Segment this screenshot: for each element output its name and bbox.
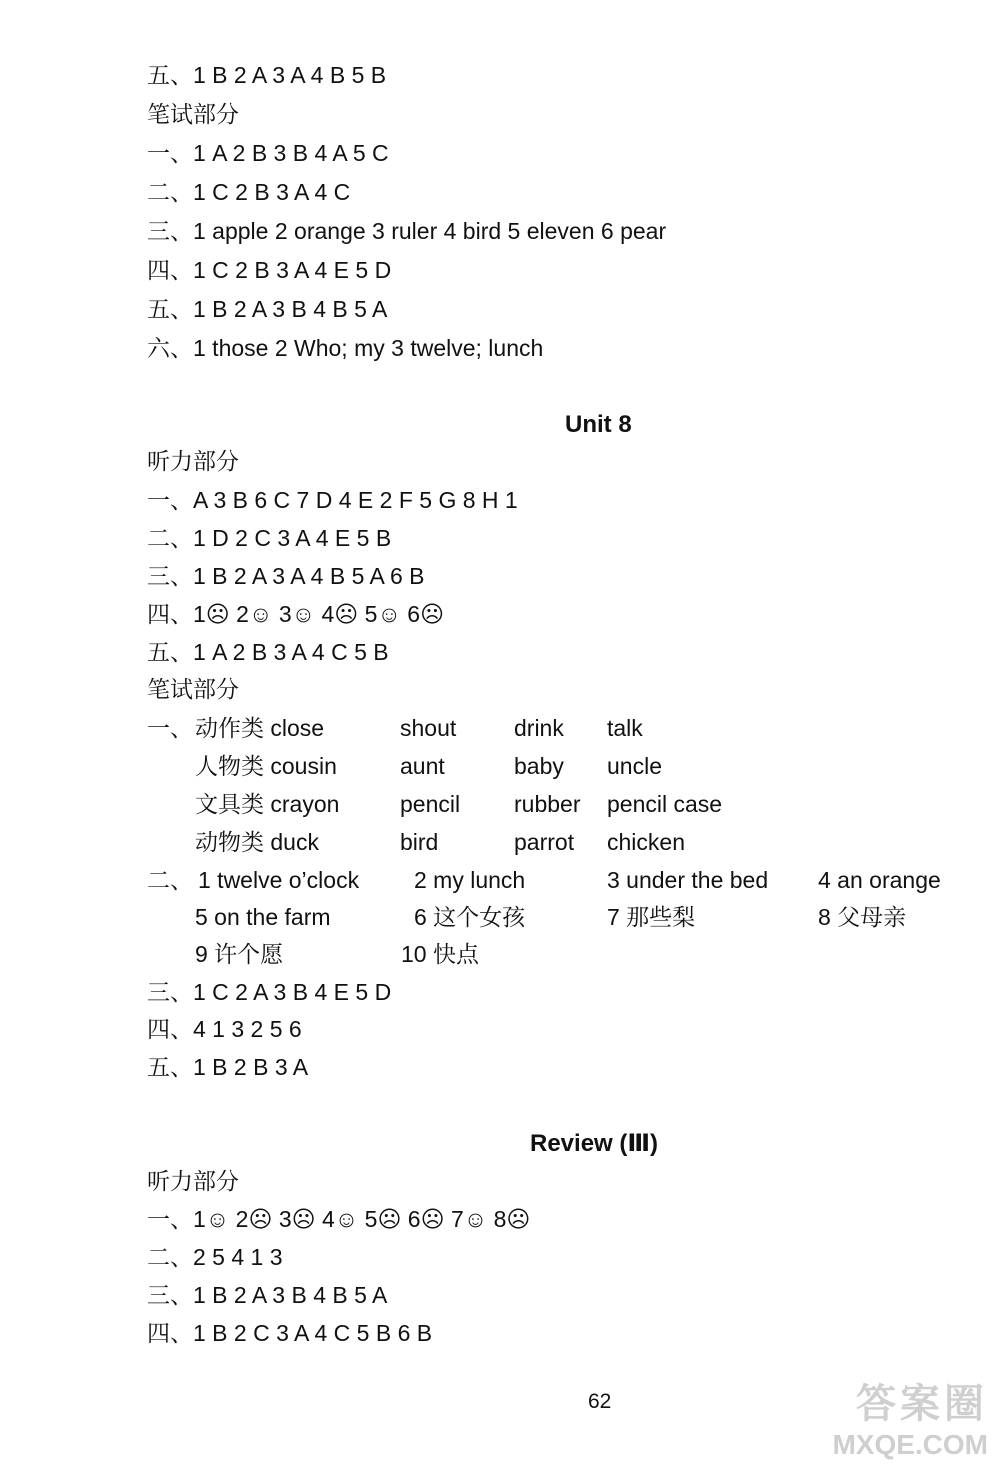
answer-line: 三、1 B 2 A 3 A 4 B 5 A 6 B bbox=[147, 563, 425, 589]
category-cell: bird bbox=[400, 829, 439, 855]
answer-line: 一、1☺ 2☹ 3☹ 4☺ 5☹ 6☹ 7☺ 8☹ bbox=[147, 1206, 531, 1232]
unit-title: Unit 8 bbox=[565, 411, 632, 438]
translation-cell: 3 under the bed bbox=[607, 867, 769, 893]
answer-line: 三、1 apple 2 orange 3 ruler 4 bird 5 eleven 6 pear bbox=[147, 218, 667, 244]
category-cell: drink bbox=[514, 715, 564, 741]
category-cell: rubber bbox=[514, 791, 581, 817]
page-number: 62 bbox=[588, 1390, 612, 1413]
question-number: 二、 bbox=[147, 867, 193, 893]
answer-line: 二、2 5 4 1 3 bbox=[147, 1244, 283, 1270]
category-cell: 文具类 crayon bbox=[195, 791, 340, 817]
answer-line: 二、1 C 2 B 3 A 4 C bbox=[147, 179, 351, 205]
category-cell: pencil case bbox=[607, 791, 723, 817]
answer-line: 四、1 B 2 C 3 A 4 C 5 B 6 B bbox=[147, 1320, 433, 1346]
translation-cell: 10 快点 bbox=[401, 941, 479, 967]
section-label: 笔试部分 bbox=[147, 101, 239, 127]
category-cell: talk bbox=[607, 715, 643, 741]
watermark-site: MXQE.COM bbox=[832, 1429, 988, 1460]
translation-cell: 1 twelve o’clock bbox=[198, 867, 360, 893]
answer-line: 一、1 A 2 B 3 B 4 A 5 C bbox=[147, 140, 389, 166]
translation-cell: 5 on the farm bbox=[195, 904, 331, 930]
category-cell: baby bbox=[514, 753, 564, 779]
answer-line: 三、1 B 2 A 3 B 4 B 5 A bbox=[147, 1282, 388, 1308]
category-cell: 动作类 close bbox=[195, 715, 325, 741]
answer-line: 五、1 B 2 A 3 A 4 B 5 B bbox=[147, 62, 387, 88]
answer-line: 五、1 A 2 B 3 A 4 C 5 B bbox=[147, 639, 389, 665]
section-label: 笔试部分 bbox=[147, 676, 239, 702]
section-label: 听力部分 bbox=[147, 448, 239, 474]
category-cell: pencil bbox=[400, 791, 461, 817]
category-cell: 人物类 cousin bbox=[195, 753, 337, 779]
answer-line: 四、1 C 2 B 3 A 4 E 5 D bbox=[147, 257, 392, 283]
category-cell: aunt bbox=[400, 753, 445, 779]
category-cell: chicken bbox=[607, 829, 685, 855]
category-cell: shout bbox=[400, 715, 457, 741]
translation-cell: 6 这个女孩 bbox=[414, 904, 526, 930]
answer-line: 五、1 B 2 B 3 A bbox=[147, 1054, 309, 1080]
answer-line: 三、1 C 2 A 3 B 4 E 5 D bbox=[147, 979, 392, 1005]
category-cell: uncle bbox=[607, 753, 662, 779]
answer-line: 五、1 B 2 A 3 B 4 B 5 A bbox=[147, 296, 388, 322]
translation-cell: 9 许个愿 bbox=[195, 941, 284, 967]
review-title: Review (Ⅲ) bbox=[530, 1130, 659, 1157]
translation-cell: 7 那些梨 bbox=[607, 904, 696, 930]
translation-cell: 4 an orange bbox=[818, 867, 941, 893]
answer-line: 六、1 those 2 Who; my 3 twelve; lunch bbox=[147, 335, 544, 361]
category-cell: 动物类 duck bbox=[195, 829, 319, 855]
answer-line: 二、1 D 2 C 3 A 4 E 5 B bbox=[147, 525, 392, 551]
translation-cell: 2 my lunch bbox=[414, 867, 526, 893]
watermark-brand: 答案圈 bbox=[856, 1382, 988, 1426]
category-cell: parrot bbox=[514, 829, 575, 855]
answer-line: 一、A 3 B 6 C 7 D 4 E 2 F 5 G 8 H 1 bbox=[147, 487, 518, 513]
section-label: 听力部分 bbox=[147, 1168, 239, 1194]
question-number: 一、 bbox=[147, 715, 193, 741]
answer-line: 四、1☹ 2☺ 3☺ 4☹ 5☺ 6☹ bbox=[147, 601, 445, 627]
answer-line: 四、4 1 3 2 5 6 bbox=[147, 1016, 302, 1042]
translation-cell: 8 父母亲 bbox=[818, 904, 907, 930]
watermark bbox=[832, 1372, 988, 1461]
